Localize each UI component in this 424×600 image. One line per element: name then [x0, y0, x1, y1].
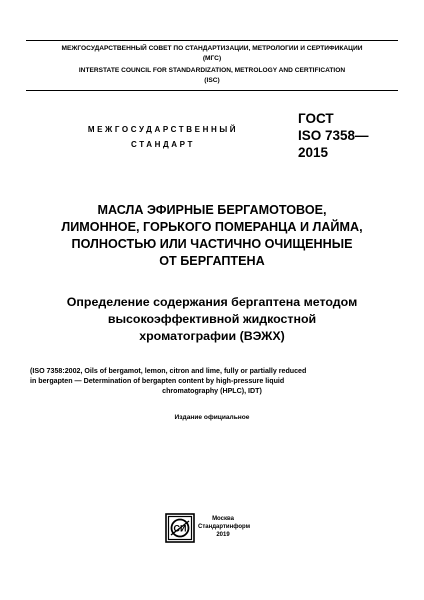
- subtitle-line2: высокоэффективной жидкостной: [107, 312, 317, 326]
- council-en: INTERSTATE COUNCIL FOR STANDARDIZATION, METROLOGY AND CERTIFICATION: [78, 67, 346, 74]
- designation-line1: ГОСТ: [298, 111, 334, 126]
- header-rule: [26, 90, 398, 91]
- edition-label: Издание официальное: [174, 414, 250, 421]
- title-line1: МАСЛА ЭФИРНЫЕ БЕРГАМОТОВОЕ,: [97, 203, 327, 217]
- council-en-abbr: (ISC): [204, 77, 220, 84]
- publisher-name: Стандартинформ: [198, 524, 251, 530]
- council-ru: МЕЖГОСУДАРСТВЕННЫЙ СОВЕТ ПО СТАНДАРТИЗАЦИИ, МЕТРОЛОГИИ И СЕРТИФИКАЦИИ: [61, 45, 363, 52]
- title-line4: ОТ БЕРГАПТЕНА: [159, 254, 265, 268]
- publisher-year: 2019: [216, 532, 230, 538]
- top-rule: [26, 40, 398, 41]
- standard-type-line1: МЕЖГОСУДАРСТВЕННЫЙ: [87, 125, 239, 134]
- title-line3: ПОЛНОСТЬЮ ИЛИ ЧАСТИЧНО ОЧИЩЕННЫЕ: [71, 237, 353, 251]
- subtitle-line3: хроматографии (ВЭЖХ): [139, 329, 285, 343]
- iso-reference-line3: chromatography (HPLC), IDT): [162, 387, 262, 395]
- designation-line3: 2015: [298, 145, 329, 160]
- iso-reference-line1: (ISO 7358:2002, Oils of bergamot, lemon, citron and lime, fully or partially reduced: [30, 367, 307, 375]
- title-line2: ЛИМОННОЕ, ГОРЬКОГО ПОМЕРАНЦА И ЛАЙМА,: [61, 220, 363, 234]
- designation-line2: ISO 7358—: [298, 128, 369, 143]
- standard-type-line2: СТАНДАРТ: [131, 140, 195, 149]
- logo-letters: СИ: [173, 523, 187, 534]
- subtitle-line1: Определение содержания бергаптена методом: [66, 295, 358, 309]
- iso-reference-line2: in bergapten — Determination of bergapten content by high-pressure liquid: [30, 377, 285, 385]
- standartinform-logo-icon: [165, 513, 195, 543]
- publisher-city: Москва: [212, 516, 234, 522]
- standard-designation: [298, 110, 369, 161]
- council-ru-abbr: (МГС): [202, 55, 222, 62]
